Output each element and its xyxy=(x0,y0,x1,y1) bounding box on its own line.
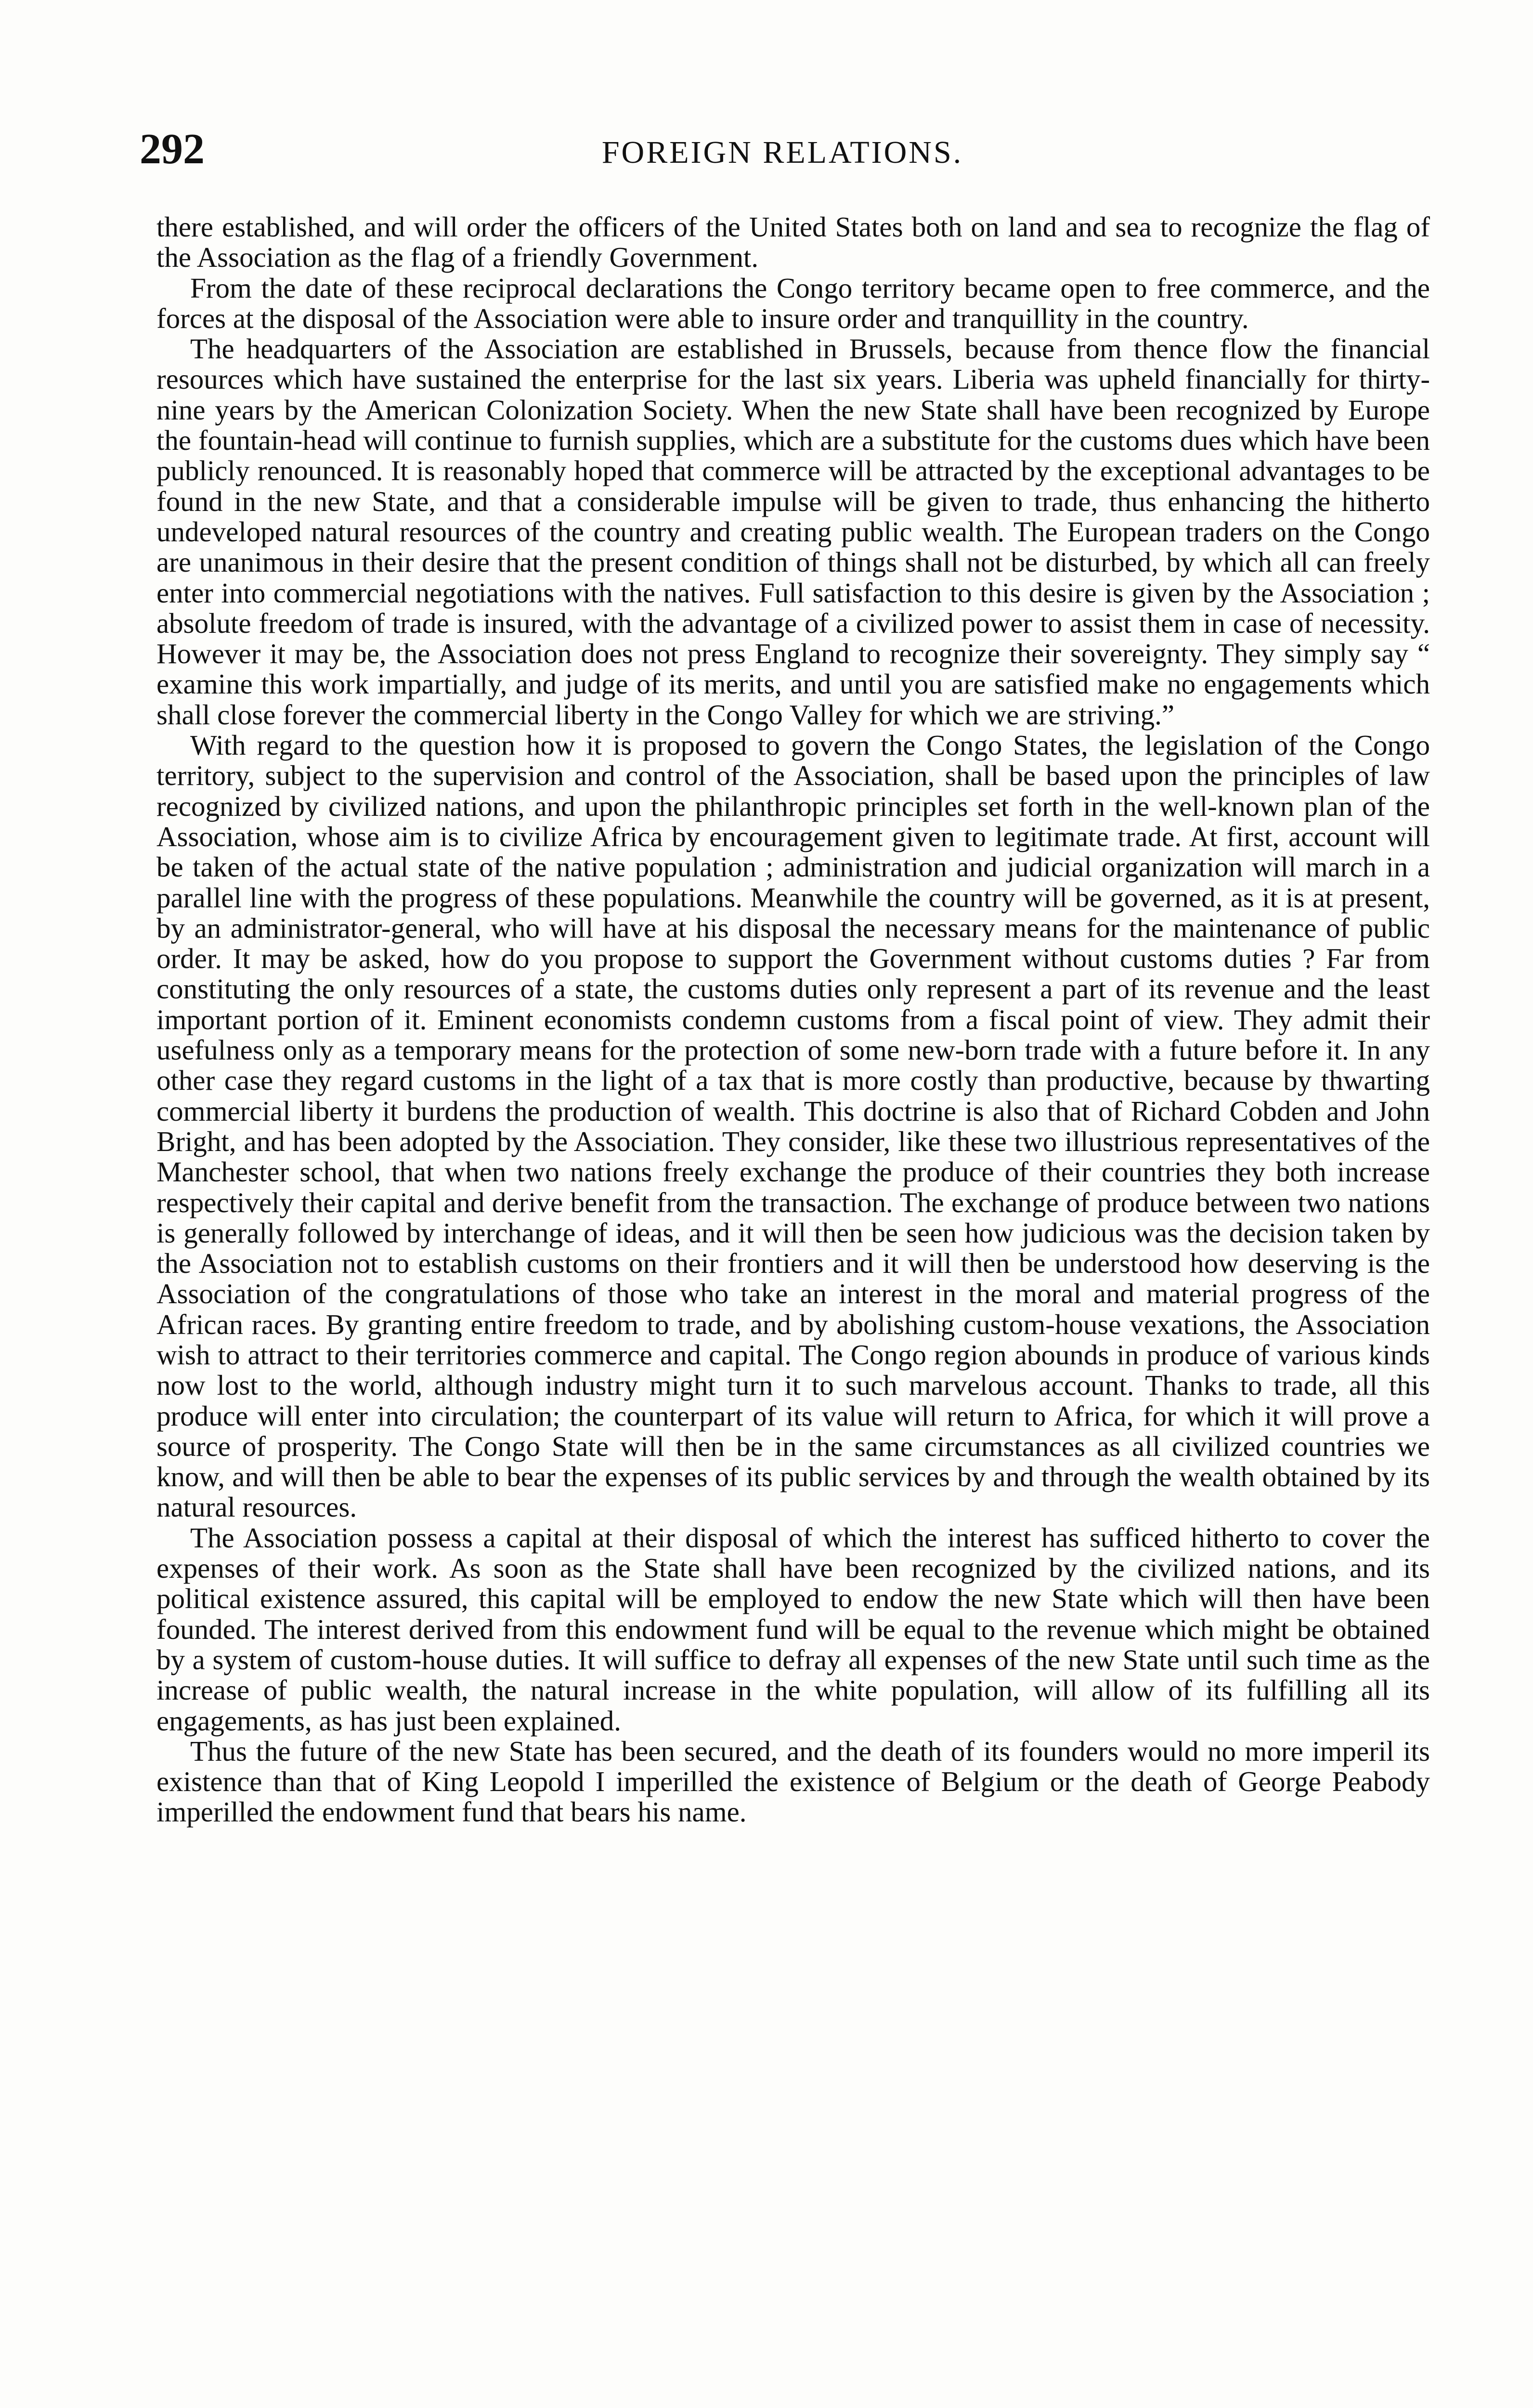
page-number: 292 xyxy=(140,125,205,173)
paragraph: From the date of these reciprocal declarations the Congo territory became open to free commerce, and the forces at the disposal of the Association were able to insure order and tranquillity in the country. xyxy=(156,272,1430,334)
body-text xyxy=(156,212,1430,1828)
paragraph: With regard to the question how it is proposed to govern the Congo States, the legislation of the Congo territory, subject to the supervision and control of the Association, shall be based upon the principles of law recognized by civilized nations, and upon the philanthropic principles set forth in the well-known plan of the Association, whose aim is to civilize Africa by encouragement given to legitimate trade. At first, account will be taken of the actual state of the native population ; administration and judicial organization will march in a parallel line with the progress of these populations. Meanwhile the country will be governed, as it is at present, by an administrator-general, who will have at his disposal the necessary means for the maintenance of public order. It may be asked, how do you propose to support the Government without customs duties ? Far from constituting the only resources of a state, the customs duties only represent a part of its revenue and the least important portion of it. Eminent economists condemn customs from a fiscal point of view. They admit their usefulness only as a temporary means for the protection of some new-born trade with a future before it. In any other case they regard customs in the light of a tax that is more costly than productive, because by thwarting commercial liberty it burdens the production of wealth. This doctrine is also that of Richard Cobden and John Bright, and has been adopted by the Association. They consider, like these two illustrious representatives of the Manchester school, that when two nations freely exchange the produce of their countries they both increase respectively their capital and derive benefit from the transaction. The exchange of produce between two nations is generally followed by interchange of ideas, and it will then be seen how judicious was the decision taken by the Association not to establish customs on their frontiers and it will then be understood how deserving is the Association of the congratulations of those who take an interest in the moral and material progress of the African races. By granting entire freedom to trade, and by abolishing custom-house vexations, the Association wish to attract to their territories commerce and capital. The Congo region abounds in produce of various kinds now lost to the world, although industry might turn it to such marvelous account. Thanks to trade, all this produce will enter into circulation; the counterpart of its value will return to Africa, for which it will prove a source of prosperity. The Congo State will then be in the same circumstances as all civilized countries we know, and will then be able to bear the expenses of its public services by and through the wealth obtained by its natural resources. xyxy=(156,729,1430,1523)
paragraph: there established, and will order the officers of the United States both on land and sea to recognize the flag of the Association as the flag of a friendly Government. xyxy=(156,211,1430,274)
paragraph: The headquarters of the Association are established in Brussels, because from thence flow the financial resources which have sustained the enterprise for the last six years. Liberia was upheld financially for thirty-nine years by the American Colonization Society. When the new State shall have been recognized by Europe the fountain-head will continue to furnish supplies, which are a substitute for the customs dues which have been publicly renounced. It is reasonably hoped that commerce will be attracted by the exceptional advantages to be found in the new State, and that a considerable impulse will be given to trade, thus enhancing the hitherto undeveloped natural resources of the country and creating public wealth. The European traders on the Congo are unanimous in their desire that the present condition of things shall not be disturbed, by which all can freely enter into commercial negotiations with the natives. Full satisfaction to this desire is given by the Association ; absolute freedom of trade is insured, with the advantage of a civilized power to assist them in case of necessity. However it may be, the Association does not press England to recognize their sovereignty. They simply say “ examine this work impartially, and judge of its merits, and until you are satisfied make no engagements which shall close forever the commercial liberty in the Congo Valley for which we are striving.” xyxy=(156,333,1430,731)
running-header xyxy=(140,123,1425,176)
running-title: FOREIGN RELATIONS. xyxy=(601,135,963,170)
paragraph: The Association possess a capital at their disposal of which the interest has sufficed hitherto to cover the expenses of their work. As soon as the State shall have been recognized by the civilized nations, and its political existence assured, this capital will be employed to endow the new State which will then have been founded. The interest derived from this endowment fund will be equal to the revenue which might be obtained by a system of custom-house duties. It will suffice to defray all expenses of the new State until such time as the increase of public wealth, the natural increase in the white population, will allow of its fulfilling all its engagements, as has just been explained. xyxy=(156,1521,1430,1737)
paragraph: Thus the future of the new State has been secured, and the death of its founders would no more imperil its existence than that of King Leopold I imperilled the existence of Belgium or the death of George Peabody imperilled the endowment fund that bears his name. xyxy=(156,1735,1430,1828)
